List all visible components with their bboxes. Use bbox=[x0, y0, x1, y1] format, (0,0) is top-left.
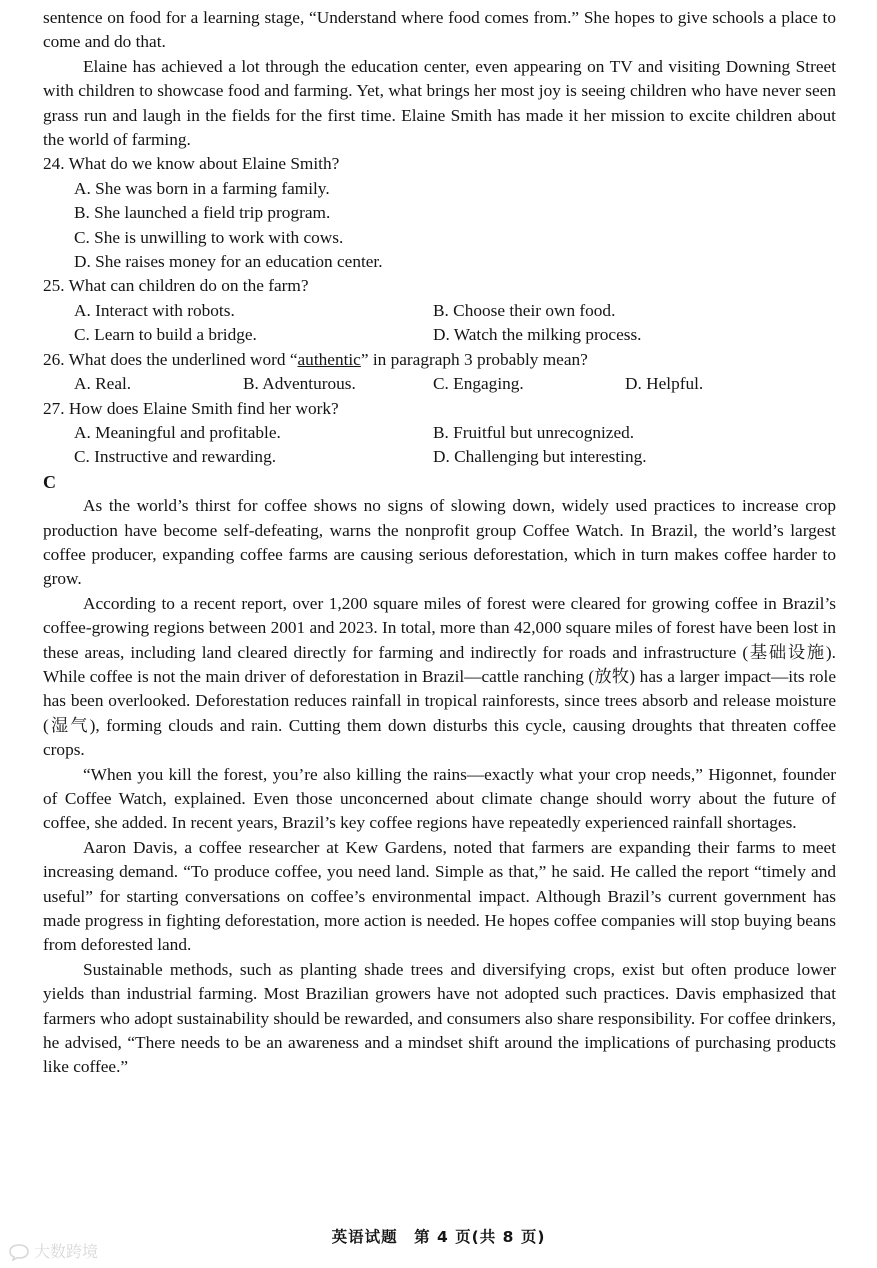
question-26 bbox=[43, 348, 836, 397]
question-stem: 25. What can children do on the farm? bbox=[43, 276, 309, 296]
options-row bbox=[43, 372, 836, 396]
question-27 bbox=[43, 397, 836, 470]
passage-paragraph: As the world’s thirst for coffee shows no signs of slowing down, widely used practices to increase crop production have become self-defeating, warns the nonprofit group Coffee Watch. In Brazil, the world’s largest coffee producer, expanding coffee farms are causing serious deforestation, which in turn makes coffee harder to grow. bbox=[43, 496, 836, 589]
question-24 bbox=[43, 152, 836, 274]
option-b: B. Choose their own food. bbox=[433, 300, 616, 320]
question-stem: 24. What do we know about Elaine Smith? bbox=[43, 154, 340, 174]
section-heading: C bbox=[43, 471, 56, 492]
question-25 bbox=[43, 274, 836, 347]
page-footer: 英语试题 第 4 页(共 8 页) bbox=[331, 1228, 546, 1246]
option-c: C. Engaging. bbox=[433, 374, 524, 394]
options-list bbox=[43, 177, 836, 275]
speech-bubble-icon bbox=[8, 1243, 30, 1261]
option-c: C. Instructive and rewarding. bbox=[74, 447, 277, 467]
option-a: A. Real. bbox=[74, 374, 132, 394]
watermark-text: 大数跨境 bbox=[34, 1242, 99, 1261]
option-b: B. Fruitful but unrecognized. bbox=[433, 422, 635, 442]
passage-paragraph: sentence on food for a learning stage, “Understand where food comes from.” She hopes to give schools a place to come and do that. bbox=[43, 8, 836, 52]
option-a: A. Interact with robots. bbox=[74, 300, 235, 320]
option-b: B. Adventurous. bbox=[243, 374, 356, 394]
option-d: D. Challenging but interesting. bbox=[433, 447, 647, 467]
option-a: A. Meaningful and profitable. bbox=[74, 422, 281, 442]
option-d: D. Watch the milking process. bbox=[433, 325, 642, 345]
question-stem: 27. How does Elaine Smith find her work? bbox=[43, 398, 339, 418]
options-grid bbox=[43, 421, 836, 470]
option-c: C. She is unwilling to work with cows. bbox=[74, 227, 344, 247]
option-d: D. Helpful. bbox=[625, 374, 704, 394]
option-c: C. Learn to build a bridge. bbox=[74, 325, 257, 345]
passage-paragraph: “When you kill the forest, you’re also killing the rains—exactly what your crop needs,” Higonnet, founder of Coffee Watch, explained. Even those unconcerned about climate change should worry about the future of coffee, she added. In recent years, Brazil’s key coffee regions have repeatedly experienced rainfall shortages. bbox=[43, 764, 836, 833]
question-stem: 26. What does the underlined word “authentic” in paragraph 3 probably mean? bbox=[43, 349, 588, 369]
passage-paragraph: According to a recent report, over 1,200 square miles of forest were cleared for growing coffee in Brazil’s coffee-growing regions between 2001 and 2023. In total, more than 42,000 square miles of forest have been lost in these areas, including land cleared directly for farming and indirectly for roads and infrastructure (基础设施). While coffee is not the main driver of deforestation in Brazil—cattle ranching (放牧) has a larger impact—its role has been overlooked. Deforestation reduces rainfall in tropical rainforests, since trees absorb and release moisture (湿气), forming clouds and rain. Cutting them down disturbs this cycle, causing droughts that threaten coffee crops. bbox=[43, 593, 836, 760]
exam-page bbox=[43, 6, 836, 1080]
option-b: B. She launched a field trip program. bbox=[74, 203, 331, 223]
option-a: A. She was born in a farming family. bbox=[74, 178, 330, 198]
watermark bbox=[8, 1240, 98, 1264]
options-grid bbox=[43, 299, 836, 348]
option-d: D. She raises money for an education center. bbox=[74, 252, 383, 272]
passage-paragraph: Elaine has achieved a lot through the education center, even appearing on TV and visiting Downing Street with children to showcase food and farming. Yet, what brings her most joy is seeing children who have never seen grass run and laugh in the fields for the first time. Elaine Smith has made it her mission to excite children about the world of farming. bbox=[43, 56, 836, 150]
passage-paragraph: Sustainable methods, such as planting shade trees and diversifying crops, exist but often produce lower yields than industrial farming. Most Brazilian growers have not adopted such practices. Davis emphasized that farmers who adopt sustainability should be rewarded, and consumers also share responsibility. For coffee drinkers, he advised, “There needs to be an awareness and a mindset shift around the implications of purchasing products like coffee.” bbox=[43, 959, 836, 1077]
passage-paragraph: Aaron Davis, a coffee researcher at Kew Gardens, noted that farmers are expanding their farms to meet increasing demand. “To produce coffee, you need land. Simple as that,” he said. He called the report “timely and useful” for starting conversations on coffee’s environmental impact. Although Brazil’s current government has made progress in fighting deforestation, more action is needed. He hopes coffee companies will stop buying beans from deforested land. bbox=[43, 837, 836, 955]
